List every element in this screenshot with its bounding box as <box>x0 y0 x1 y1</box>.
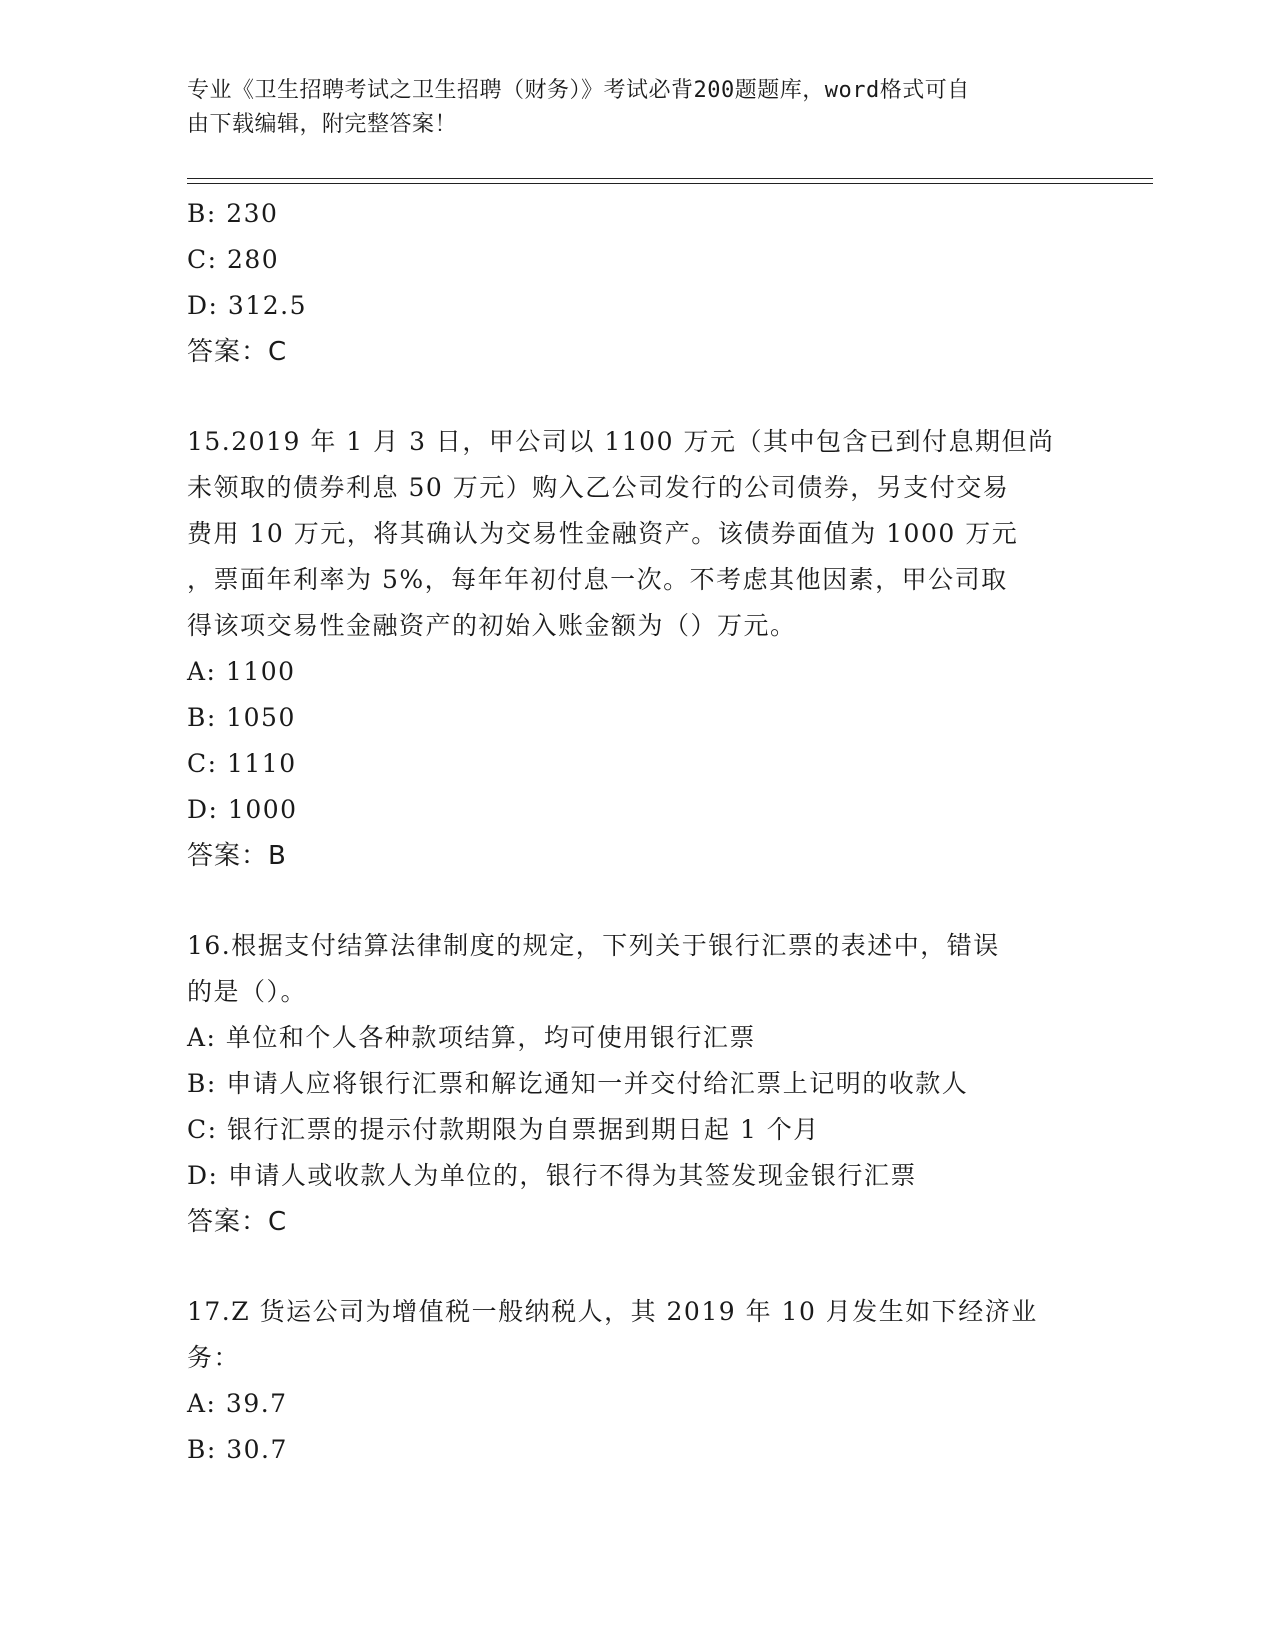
q17-option-a: A: 39.7 <box>187 1389 288 1418</box>
q16-text-line-2: 的是（）。 <box>187 977 308 1006</box>
q15-text-line-2: 未领取的债券利息 50 万元）购入乙公司发行的公司债券，另支付交易 <box>187 473 1010 502</box>
q15-text-line-5: 得该项交易性金融资产的初始入账金额为（）万元。 <box>187 611 797 640</box>
spacer <box>187 375 1087 419</box>
document-header <box>187 74 1067 142</box>
q15-option-b: B: 1050 <box>187 703 296 732</box>
q15-text-line-3: 费用 10 万元，将其确认为交易性金融资产。该债券面值为 1000 万元 <box>187 519 1019 548</box>
question-16 <box>187 923 1087 1245</box>
q16-option-b: B: 申请人应将银行汇票和解讫通知一并交付给汇票上记明的收款人 <box>187 1069 969 1098</box>
q15-text-line-1: 15.2019 年 1 月 3 日，甲公司以 1100 万元（其中包含已到付息期但尚 <box>187 427 1055 456</box>
q17-text-line-1: 17.Z 货运公司为增值税一般纳税人，其 2019 年 10 月发生如下经济业 <box>187 1297 1038 1326</box>
q16-option-d: D: 申请人或收款人为单位的，银行不得为其签发现金银行汇票 <box>187 1161 917 1190</box>
q14-option-d: D: 312.5 <box>187 291 307 320</box>
q14-option-b: B: 230 <box>187 199 279 228</box>
q16-option-c: C: 银行汇票的提示付款期限为自票据到期日起 1 个月 <box>187 1115 820 1144</box>
question-14 <box>187 191 1087 375</box>
spacer <box>187 879 1087 923</box>
q17-option-b: B: 30.7 <box>187 1435 288 1464</box>
header-title-line-1: 专业《卫生招聘考试之卫生招聘（财务）》考试必背200题题库，word格式可自 <box>187 78 970 103</box>
q15-option-c: C: 1110 <box>187 749 297 778</box>
document-body <box>187 191 1087 1473</box>
q16-answer: 答案：C <box>187 1207 288 1237</box>
spacer <box>187 1245 1087 1289</box>
header-title-line-2: 由下载编辑，附完整答案！ <box>187 112 458 137</box>
q15-option-d: D: 1000 <box>187 795 298 824</box>
header-divider-bottom <box>187 183 1153 184</box>
q17-text-line-2: 务： <box>187 1343 241 1372</box>
q14-answer: 答案：C <box>187 337 288 367</box>
q15-text-line-4: ，票面年利率为 5%，每年年初付息一次。不考虑其他因素，甲公司取 <box>187 565 1008 594</box>
q15-option-a: A: 1100 <box>187 657 296 686</box>
question-15 <box>187 419 1087 879</box>
q16-text-line-1: 16.根据支付结算法律制度的规定，下列关于银行汇票的表述中，错误 <box>187 931 1000 960</box>
header-divider-top <box>187 178 1153 179</box>
q14-option-c: C: 280 <box>187 245 280 274</box>
q16-option-a: A: 单位和个人各种款项结算，均可使用银行汇票 <box>187 1023 756 1052</box>
question-17 <box>187 1289 1087 1473</box>
q15-answer: 答案：B <box>187 841 287 871</box>
